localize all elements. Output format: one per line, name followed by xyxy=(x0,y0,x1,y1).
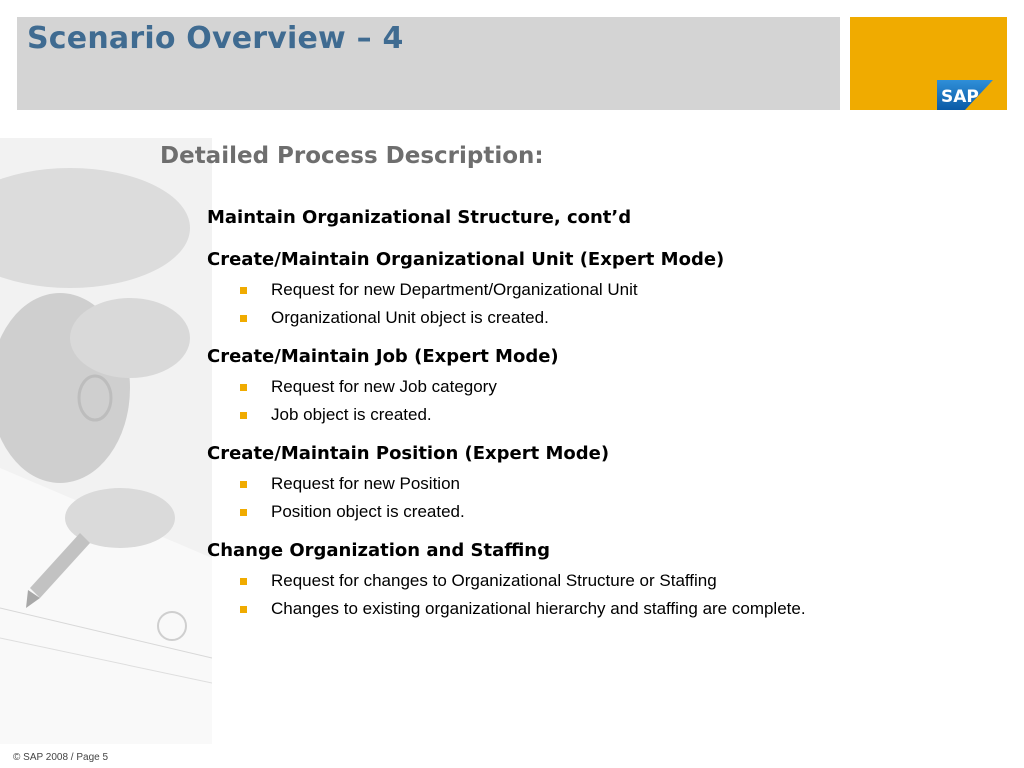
bullet-square-icon xyxy=(240,578,247,585)
process-group xyxy=(207,346,967,429)
bullet-item xyxy=(207,373,967,401)
bullet-text: Request for new Position xyxy=(271,474,460,493)
bullet-item xyxy=(207,401,967,429)
bullet-square-icon xyxy=(240,412,247,419)
bullet-item xyxy=(207,567,967,595)
bullet-text: Organizational Unit object is created. xyxy=(271,308,549,327)
process-group xyxy=(207,540,967,623)
section-heading: Detailed Process Description: xyxy=(160,143,544,169)
title-bar xyxy=(17,17,840,110)
bullet-text: Position object is created. xyxy=(271,502,465,521)
bullet-text: Job object is created. xyxy=(271,405,432,424)
bullet-item xyxy=(207,276,967,304)
process-group xyxy=(207,443,967,526)
sap-logo xyxy=(937,80,993,110)
group-title: Create/Maintain Position (Expert Mode) xyxy=(207,443,610,464)
group-title: Create/Maintain Organizational Unit (Expert Mode) xyxy=(207,249,725,270)
bullet-list xyxy=(207,470,967,526)
sap-logo-box xyxy=(850,17,1007,110)
bullet-square-icon xyxy=(240,509,247,516)
bullet-item xyxy=(207,470,967,498)
bullet-square-icon xyxy=(240,384,247,391)
bullet-square-icon xyxy=(240,606,247,613)
bullet-text: Request for new Department/Organizational Unit xyxy=(271,280,638,299)
bullet-item xyxy=(207,304,967,332)
bullet-square-icon xyxy=(240,481,247,488)
photo-illustration xyxy=(0,138,212,744)
bullet-list xyxy=(207,276,967,332)
process-description xyxy=(207,207,967,637)
slide-title: Scenario Overview – 4 xyxy=(27,21,404,56)
bullet-item xyxy=(207,498,967,526)
bullet-square-icon xyxy=(240,287,247,294)
main-heading: Maintain Organizational Structure, cont’d xyxy=(207,207,632,228)
process-group xyxy=(207,249,967,332)
group-title: Create/Maintain Job (Expert Mode) xyxy=(207,346,559,367)
bullet-list xyxy=(207,567,967,623)
bullet-text: Changes to existing organizational hierarchy and staffing are complete. xyxy=(271,599,806,618)
group-title: Change Organization and Staffing xyxy=(207,540,550,561)
bullet-item xyxy=(207,595,967,623)
hand-with-pen-photo xyxy=(0,138,212,744)
sap-logo-text: SAP xyxy=(941,87,979,107)
bullet-text: Request for new Job category xyxy=(271,377,497,396)
bullet-text: Request for changes to Organizational Structure or Staffing xyxy=(271,571,717,590)
bullet-square-icon xyxy=(240,315,247,322)
bullet-list xyxy=(207,373,967,429)
footer-copyright: © SAP 2008 / Page 5 xyxy=(13,752,109,763)
